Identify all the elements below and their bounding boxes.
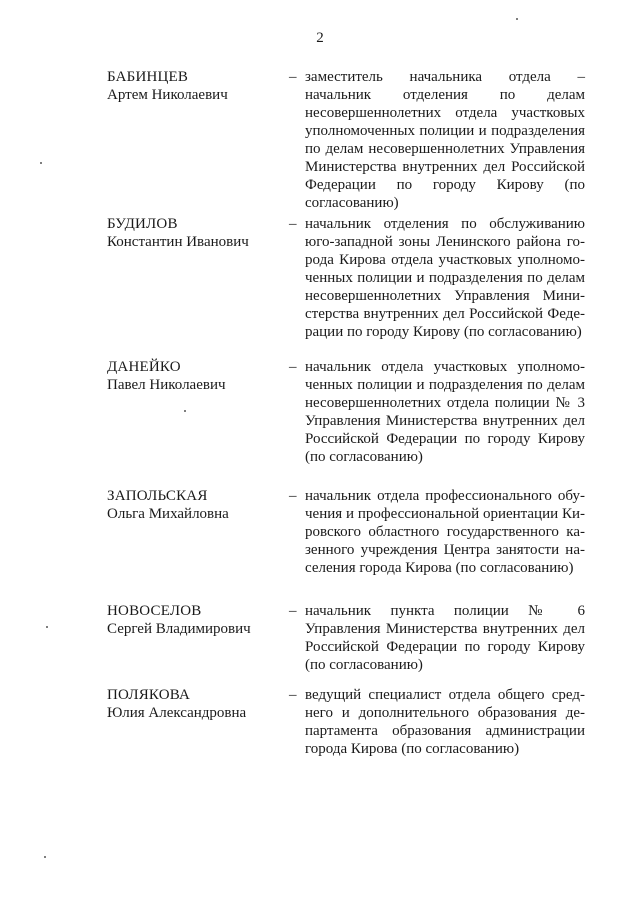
dash-separator: – [289,603,297,619]
member-name [107,487,287,523]
member-role: заместитель начальника отдела – начальник отделения по делам несовершеннолетних отдела участковых уполномоченных полиции и подразделения по делам несовершеннолетних Управления Министерства внутренних дел Российской Федерации по городу Кирову (по согласованию) [305,69,585,211]
member-surname: НОВОСЕЛОВ [107,603,202,619]
scan-speck [184,410,186,412]
scan-speck [516,18,518,20]
member-name [107,358,287,394]
member-given-name: Артем Николаевич [107,87,228,103]
member-given-name: Сергей Владимирович [107,621,251,637]
member-surname: БАБИНЦЕВ [107,69,189,85]
dash-separator: – [289,216,297,232]
member-name [107,68,287,104]
page-number: 2 [316,30,324,46]
member-surname: ПОЛЯКОВА [107,687,191,703]
member-role: начальник отделения по обслуживанию юго-западной зоны Ленинского района города Кирова отдела участковых уполномоченных полиции и подразделения по делам несовершеннолетних Управления Министерства внутренних дел Российской Федерации по городу Кирову (по согласованию) [305,216,585,340]
member-surname: ДАНЕЙКО [107,359,181,375]
member-given-name: Юлия Александровна [107,705,247,721]
member-given-name: Ольга Михайловна [107,506,229,522]
member-role: начальник отдела участковых уполномоченных полиции и подразделения по делам несовершеннолетних отдела полиции № 3 Управления Министерства внутренних дел Российской Федерации по городу Кирову (по согласованию) [305,359,585,465]
member-name [107,215,287,251]
dash-separator: – [289,687,297,703]
member-surname: БУДИЛОВ [107,216,178,232]
member-given-name: Павел Николаевич [107,377,226,393]
scan-speck [40,162,42,164]
dash-separator: – [289,488,297,504]
scan-speck [46,626,48,628]
dash-separator: – [289,69,297,85]
scan-speck [44,856,46,858]
member-name [107,602,287,638]
member-given-name: Константин Иванович [107,234,249,250]
dash-separator: – [289,359,297,375]
member-role: ведущий специалист отдела общего среднего и дополнительного образования департамента образования администрации города Кирова (по согласованию) [305,687,585,757]
member-role: начальник отдела профессионального обучения и профессиональной ориентации Кировского областного государственного казенного учреждения Центра занятости населения города Кирова (по согласованию) [305,488,585,576]
member-name [107,686,287,722]
member-surname: ЗАПОЛЬСКАЯ [107,488,208,504]
member-role: начальник пункта полиции № 6 Управления Министерства внутренних дел Российской Федерации по городу Кирову (по согласованию) [305,603,585,673]
